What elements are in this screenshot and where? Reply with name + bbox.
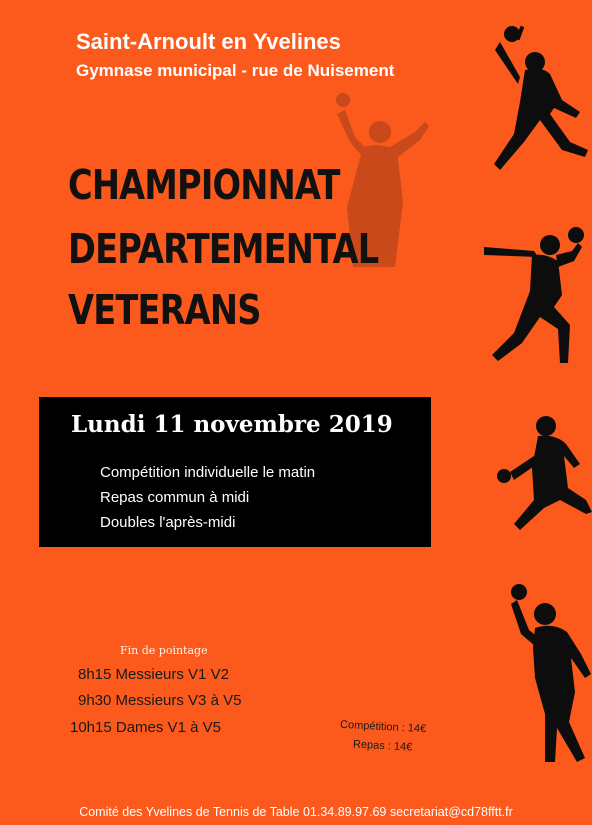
title-line-2: DEPARTEMENTAL	[68, 225, 379, 273]
program-item: Repas commun à midi	[100, 489, 250, 506]
schedule-slot: 8h15 Messieurs V1 V2	[78, 666, 229, 683]
schedule-slot: 10h15 Dames V1 à V5	[70, 719, 221, 736]
footer-contact: Comité des Yvelines de Tennis de Table 01.34.89.97.69 secretariat@cd78fftt.fr	[79, 805, 513, 819]
title-line-3: VETERANS	[68, 286, 261, 334]
program-item: Compétition individuelle le matin	[100, 464, 316, 481]
city-name: Saint-Arnoult en Yvelines	[76, 29, 341, 54]
player-silhouette-icon	[494, 408, 592, 538]
schedule-slot: 9h30 Messieurs V3 à V5	[78, 692, 242, 709]
competition-price: Compétition : 14€	[339, 718, 427, 736]
schedule-heading: Fin de pointage	[120, 644, 208, 657]
player-silhouette-icon	[484, 225, 592, 375]
player-silhouette-icon	[505, 582, 592, 764]
title-line-1: CHAMPIONNAT	[68, 161, 340, 209]
meal-price: Repas : 14€	[352, 738, 413, 754]
event-info-box	[39, 397, 431, 547]
venue-address: Gymnase municipal - rue de Nuisement	[76, 61, 395, 80]
player-silhouette-icon	[480, 22, 592, 182]
program-item: Doubles l'après-midi	[100, 514, 236, 531]
event-date: Lundi 11 novembre 2019	[71, 411, 393, 438]
